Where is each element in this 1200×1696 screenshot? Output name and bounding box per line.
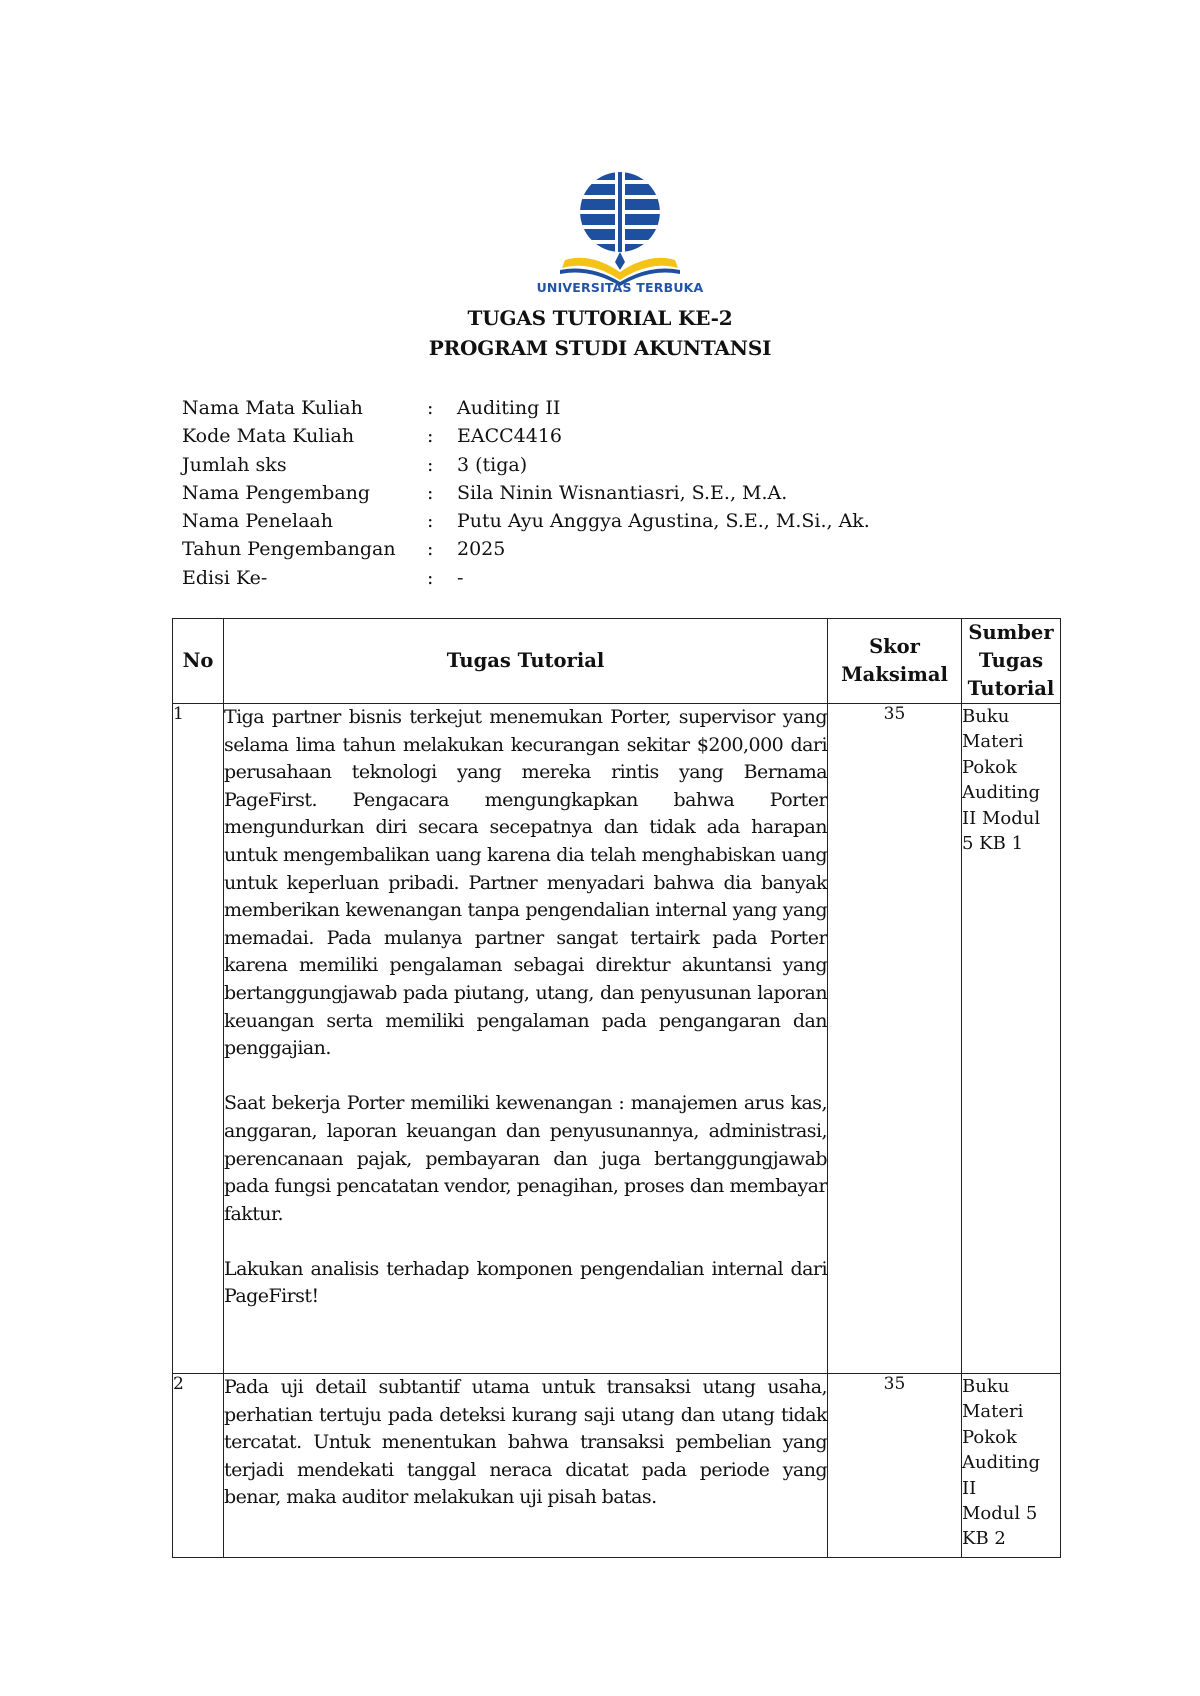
task-score: 35	[828, 704, 962, 1374]
source-line: Buku	[962, 706, 1010, 727]
task-text	[224, 704, 828, 1374]
info-colon: :	[427, 425, 434, 448]
universitas-terbuka-logo-icon	[520, 160, 720, 300]
table-row	[173, 1374, 1061, 1558]
task-score: 35	[828, 1374, 962, 1558]
source-line: Pokok	[962, 756, 1017, 778]
header-score	[828, 619, 962, 704]
task-paragraph: Tiga partner bisnis terkejut menemukan Porter, supervisor yang selama lima tahun melakukan kecurangan sekitar $200,000 dari perusahaan teknologi yang mereka rintis yang Bernama PageFirst. Pengacara mengungkapkan bahwa Porter mengundurkan diri secara secepatnya dan tidak ada harapan untuk mengembalikan uang karena dia telah menghabiskan uang untuk keperluan pribadi. Partner menyadari bahwa dia banyak memberikan kewenangan tanpa pengendalian internal yang yang memadai. Pada mulanya partner sangat tertairk pada Porter karena memiliki pengalaman sebagai direktur akuntansi yang bertanggungjawab pada piutang, utang, dan penyusunan laporan keuangan serta memiliki pengalaman pada pengangaran dan penggajian.	[224, 706, 827, 1060]
info-label: Nama Penelaah	[182, 510, 333, 533]
header-source-line: Sumber	[968, 621, 1054, 644]
header-source	[962, 619, 1061, 704]
task-source	[962, 1374, 1061, 1558]
info-value: EACC4416	[457, 425, 563, 448]
source-line: Auditing	[962, 1452, 1040, 1474]
info-label: Nama Mata Kuliah	[182, 397, 363, 419]
page-title: TUGAS TUTORIAL KE-2	[467, 306, 733, 330]
task-number: 2	[173, 1374, 224, 1558]
info-label: Nama Pengembang	[182, 481, 371, 504]
source-line: Auditing	[962, 782, 1040, 804]
info-label: Jumlah sks	[182, 453, 287, 476]
info-label: Kode Mata Kuliah	[182, 425, 355, 448]
header-score-line: Maksimal	[841, 663, 948, 686]
info-row-credits	[182, 451, 870, 479]
header-source-line: Tutorial	[967, 677, 1055, 700]
info-label: Tahun Pengembangan	[182, 538, 396, 561]
source-line: Buku	[962, 1376, 1010, 1397]
info-colon: :	[427, 538, 434, 561]
info-row-reviewer	[182, 507, 870, 535]
header-task: Tugas Tutorial	[224, 619, 828, 704]
info-colon: :	[427, 481, 434, 504]
source-line: KB 2	[962, 1528, 1006, 1550]
task-paragraph: Lakukan analisis terhadap komponen pengendalian internal dari PageFirst!	[224, 1257, 827, 1308]
task-text	[224, 1374, 828, 1558]
course-info	[182, 394, 870, 592]
info-value: 2025	[457, 538, 506, 561]
info-colon: :	[427, 453, 434, 476]
task-source	[962, 704, 1061, 1374]
info-value: Sila Ninin Wisnantiasri, S.E., M.A.	[457, 481, 788, 504]
table-row	[173, 704, 1061, 1374]
info-value: Putu Ayu Anggya Agustina, S.E., M.Si., Ak.	[457, 510, 870, 533]
info-value: -	[457, 566, 464, 589]
source-line: II	[962, 1477, 977, 1499]
table-header-row	[173, 619, 1061, 704]
info-colon: :	[427, 566, 434, 589]
source-line: Modul 5	[962, 1503, 1038, 1525]
logo-caption: UNIVERSITAS TERBUKA	[536, 280, 704, 295]
info-value: Auditing II	[457, 397, 561, 419]
info-row-edition	[182, 564, 870, 592]
source-line: II Modul	[962, 807, 1041, 829]
task-paragraph: Saat bekerja Porter memiliki kewenangan : manajemen arus kas, anggaran, laporan keuangan dan penyusunannya, administrasi, perencanaan pajak, pembayaran dan juga bertanggungjawab pada fungsi pencatatan vendor, penagihan, proses dan membayar faktur.	[224, 1092, 827, 1225]
source-line: Pokok	[962, 1426, 1017, 1448]
source-line: Materi	[962, 731, 1024, 753]
source-line: Materi	[962, 1401, 1024, 1423]
tutorial-task-table	[172, 618, 1061, 1558]
info-value: 3 (tiga)	[457, 453, 528, 476]
header-source-line: Tugas	[978, 649, 1044, 672]
source-line: 5 KB 1	[962, 833, 1024, 855]
task-paragraph: Pada uji detail subtantif utama untuk transaksi utang usaha, perhatian tertuju pada deteksi kurang saji utang dan utang tidak tercatat. Untuk menentukan bahwa transaksi pembelian yang terjadi mendekati tanggal neraca dicatat pada periode yang benar, maka auditor melakukan uji pisah batas.	[224, 1376, 827, 1509]
info-label: Edisi Ke-	[182, 566, 268, 589]
header-no: No	[173, 619, 224, 704]
task-number: 1	[173, 704, 224, 1374]
info-colon: :	[427, 510, 434, 533]
header-score-line: Skor	[869, 635, 920, 658]
info-colon: :	[427, 397, 434, 419]
info-row-course-name	[182, 394, 870, 422]
info-row-year	[182, 535, 870, 563]
info-row-developer	[182, 479, 870, 507]
info-row-course-code	[182, 422, 870, 450]
page-subtitle: PROGRAM STUDI AKUNTANSI	[428, 336, 772, 360]
